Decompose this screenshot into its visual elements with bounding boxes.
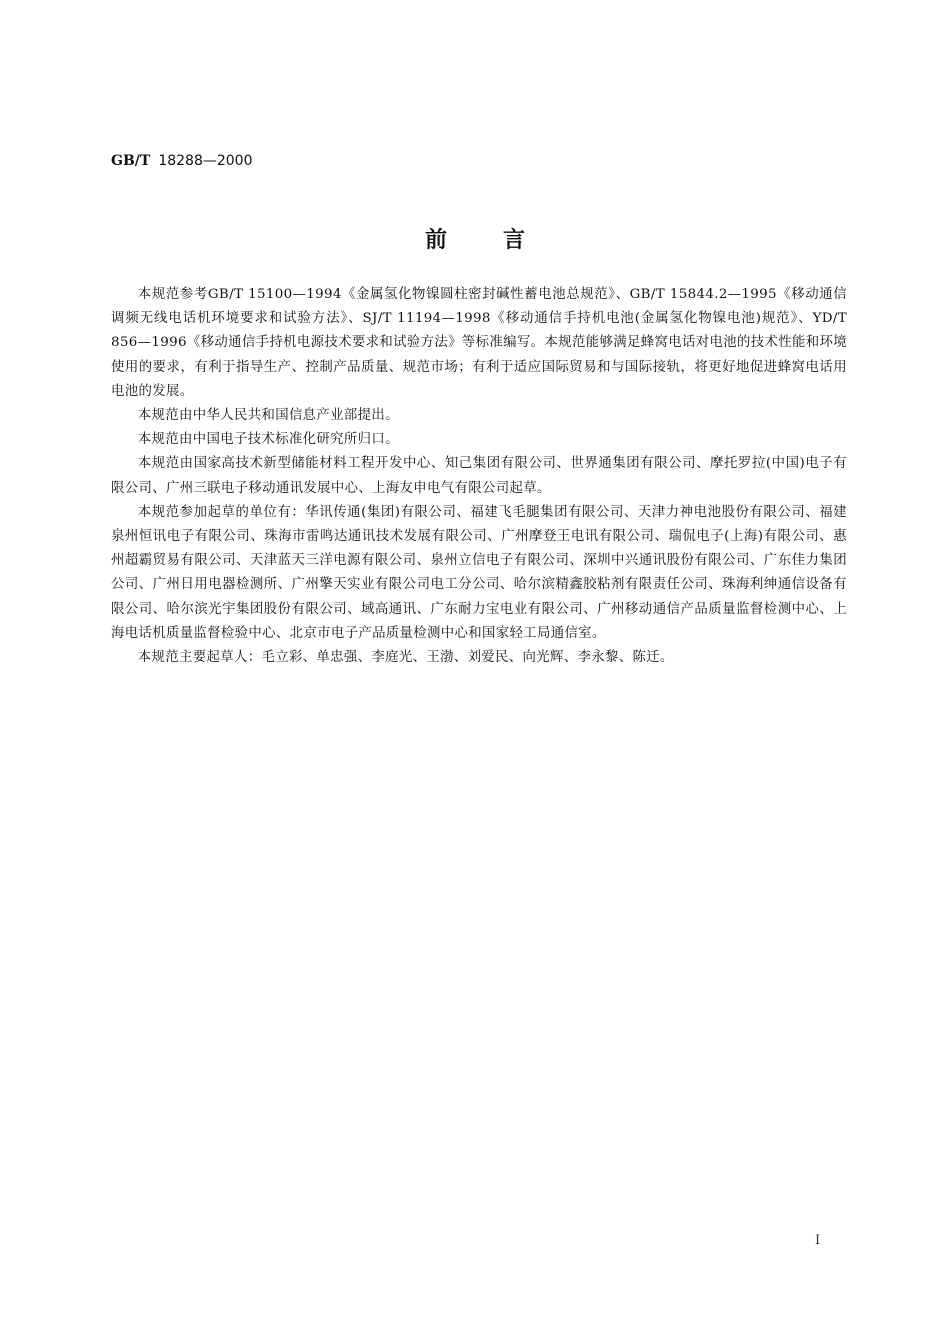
paragraph-centralized-by: 本规范由中国电子技术标准化研究所归口。 [137, 432, 399, 448]
paragraph-references: 本规范参考GB/T 15100—1994《金属氢化物镍圆柱密封碱性蓄电池总规范》、GB/T 15844.2—1995《移动通信调频无线电话机环境要求和试验方法》、SJ/T 11194—1998《移动通信手持机电池(金属氢化物镍电池)规范》、YD/T 856—1996《移动通信手持机电源技术要求和试验方法》等标准编写。本规范能够满足蜂窝电话对电池的技术性能和环境使用的要求，有利于指导生产、控制产品质量、规范市场；有利于适应国际贸易和与国际接轨，将更好地促进蜂窝电话用电池的发展。 [111, 287, 847, 399]
paragraph-main-drafters: 本规范主要起草人：毛立彩、单忠强、李庭光、王渤、刘爱民、向光辉、李永黎、陈迁。 [137, 650, 674, 666]
page-number: I [815, 1233, 821, 1248]
foreword-body [111, 283, 847, 670]
standard-prefix: GB/T [111, 153, 151, 169]
paragraph-proposed-by: 本规范由中华人民共和国信息产业部提出。 [137, 408, 399, 424]
standard-number: 18288—2000 [158, 153, 253, 169]
paragraph-participants: 本规范参加起草的单位有：华讯传通(集团)有限公司、福建飞毛腿集团有限公司、天津力神电池股份有限公司、福建泉州恒讯电子有限公司、珠海市雷鸣达通讯技术发展有限公司、广州摩登王电讯有限公司、瑞侃电子(上海)有限公司、惠州超霸贸易有限公司、天津蓝天三洋电源有限公司、泉州立信电子有限公司、深圳中兴通讯股份有限公司、广东佳力集团公司、广州日用电器检测所、广州擎天实业有限公司电工分公司、哈尔滨精鑫胶粘剂有限责任公司、珠海利绅通信设备有限公司、哈尔滨光宇集团股份有限公司、域高通讯、广东耐力宝电业有限公司、广州移动通信产品质量监督检测中心、上海电话机质量监督检验中心、北京市电子产品质量检测中心和国家轻工局通信室。 [111, 504, 847, 641]
page-title: 前言 [424, 228, 581, 253]
paragraph-drafted-by: 本规范由国家高技术新型储能材料工程开发中心、知己集团有限公司、世界通集团有限公司、摩托罗拉(中国)电子有限公司、广州三联电子移动通讯发展中心、上海友申电气有限公司起草。 [111, 456, 847, 496]
standard-code [111, 151, 253, 171]
